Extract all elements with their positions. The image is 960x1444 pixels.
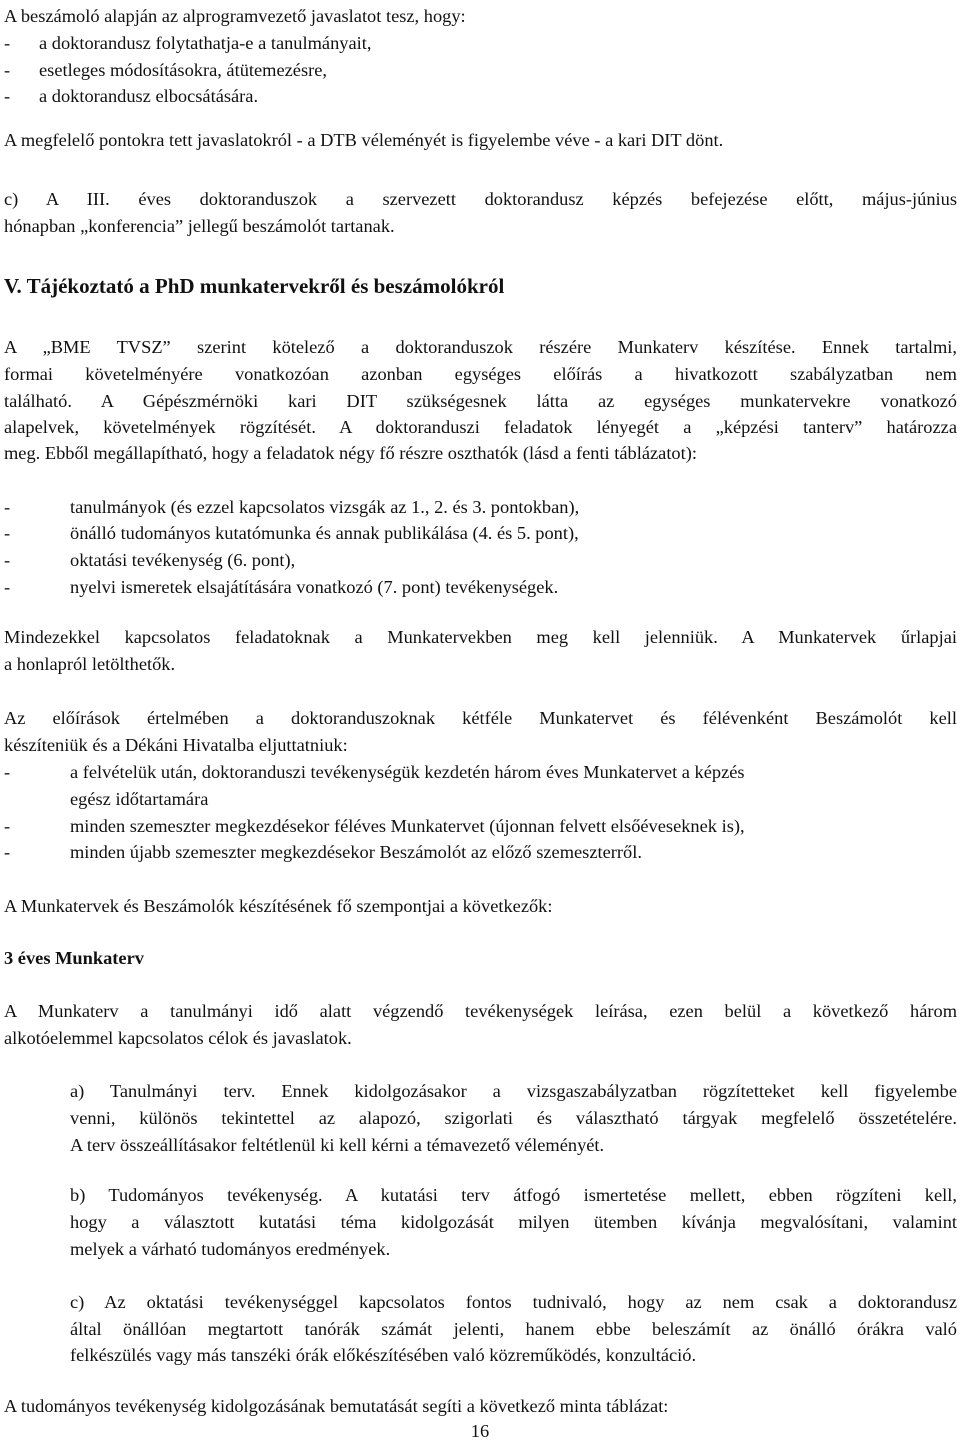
section-paragraph-line: meg. Ebből megállapítható, hogy a feladatok négy fő részre oszthatók (lásd a fenti táblázatot):: [4, 443, 697, 463]
sub-item-a-line: a) Tanulmányi terv. Ennek kidolgozásakor a vizsgaszabályzatban rögzítetteket kell figyelembe: [70, 1081, 957, 1101]
sub-item-a-line: A terv összeállításakor feltétlenül ki kell kérni a témavezető véleményét.: [70, 1135, 605, 1155]
list-item: - nyelvi ismeretek elsajátítására vonatkozó (7. pont) tevékenységek.: [4, 577, 559, 597]
dash: -: [4, 33, 11, 53]
sub-item-b-line: hogy a választott kutatási téma kidolgozását milyen ütemben kívánja megvalósítani, valamint: [70, 1212, 957, 1232]
paragraph-line: alkotóelemmel kapcsolatos célok és javaslatok.: [4, 1028, 352, 1048]
list-item-continuation: egész időtartamára: [70, 789, 209, 809]
list-item: - oktatási tevékenység (6. pont),: [4, 550, 296, 570]
dash: -: [4, 86, 11, 106]
paragraph-line: Mindezekkel kapcsolatos feladatoknak a Munkatervekben meg kell jelenniük. A Munkatervek űrlapjai: [4, 627, 957, 647]
dash: -: [4, 842, 11, 862]
section-heading: V. Tájékoztató a PhD munkatervekről és beszámolókról: [4, 274, 505, 298]
paragraph-c-line: hónapban „konferencia” jellegű beszámolót tartanak.: [4, 216, 395, 236]
list-item: - a doktorandusz folytathatja-e a tanulmányait,: [4, 33, 372, 53]
dash: -: [4, 60, 11, 80]
paragraph-line: A tudományos tevékenység kidolgozásának bemutatását segíti a következő minta táblázat:: [4, 1396, 669, 1416]
list-item: - esetleges módosításokra, átütemezésre,: [4, 60, 328, 80]
sub-item-b-line: melyek a várható tudományos eredmények.: [70, 1239, 391, 1259]
list-item: - minden szemeszter megkezdésekor féléves Munkatervet (újonnan felvett elsőéveseknek is),: [4, 816, 745, 836]
dash: -: [4, 816, 11, 836]
list-item: - minden újabb szemeszter megkezdésekor Beszámolót az előző szemeszterről.: [4, 842, 642, 862]
sub-item-c-line: felkészülés vagy más tanszéki órák előkészítésében való közreműködés, konzultáció.: [70, 1345, 697, 1365]
sub-item-c-line: c) Az oktatási tevékenységgel kapcsolatos fontos tudnivaló, hogy az nem csak a doktorandusz: [70, 1292, 957, 1312]
dtb-paragraph: A megfelelő pontokra tett javaslatokról - a DTB véleményét is figyelembe véve - a kari DIT dönt.: [4, 130, 724, 150]
section-paragraph-line: A „BME TVSZ” szerint kötelező a doktoranduszok részére Munkaterv készítése. Ennek tartalmi,: [4, 337, 957, 357]
sub-item-c-line: által önállóan megtartott tanórák számát jelenti, hanem ebbe beleszámít az önálló órákra való: [70, 1319, 957, 1339]
page-number: 16: [470, 1421, 490, 1441]
sub-item-b-line: b) Tudományos tevékenység. A kutatási terv átfogó ismertetése mellett, ebben rögzíteni kell,: [70, 1185, 957, 1205]
intro-text: A beszámoló alapján az alprogramvezető javaslatot tesz, hogy:: [4, 6, 466, 26]
section-paragraph-line: alapelvek, követelmények rögzítését. A doktoranduszi feladatok lényegét a „képzési tanterv” határozza: [4, 417, 957, 437]
paragraph-line: készíteniük és a Dékáni Hivatalba eljuttatniuk:: [4, 735, 348, 755]
paragraph-line: A Munkatervek és Beszámolók készítésének fő szempontjai a következők:: [4, 896, 553, 916]
paragraph-c-line: c) A III. éves doktoranduszok a szervezett doktorandusz képzés befejezése előtt, május-június: [4, 189, 957, 209]
list-item: - a doktorandusz elbocsátására.: [4, 86, 259, 106]
list-item: - a felvételük után, doktoranduszi tevékenységük kezdetén három éves Munkatervet a képzés: [4, 762, 745, 782]
section-paragraph-line: található. A Gépészmérnöki kari DIT szükségesnek látta az egységes munkatervekre vonatkozó: [4, 391, 957, 411]
dash: -: [4, 523, 11, 543]
subheading: 3 éves Munkaterv: [4, 948, 144, 968]
paragraph-line: A Munkaterv a tanulmányi idő alatt végzendő tevékenységek leírása, ezen belül a következő három: [4, 1001, 957, 1021]
dash: -: [4, 762, 11, 782]
dash: -: [4, 550, 11, 570]
list-item: - önálló tudományos kutatómunka és annak publikálása (4. és 5. pont),: [4, 523, 579, 543]
paragraph-line: Az előírások értelmében a doktoranduszoknak kétféle Munkatervet és félévenként Beszámolót kell: [4, 708, 957, 728]
dash: -: [4, 497, 11, 517]
section-paragraph-line: formai követelményére vonatkozóan azonban egységes előírás a hivatkozott szabályzatban nem: [4, 364, 957, 384]
paragraph-line: a honlapról letölthetők.: [4, 654, 176, 674]
list-item: - tanulmányok (és ezzel kapcsolatos vizsgák az 1., 2. és 3. pontokban),: [4, 497, 580, 517]
sub-item-a-line: venni, különös tekintettel az alapozó, szigorlati és választható tárgyak megfelelő összetételére.: [70, 1108, 957, 1128]
dash: -: [4, 577, 11, 597]
